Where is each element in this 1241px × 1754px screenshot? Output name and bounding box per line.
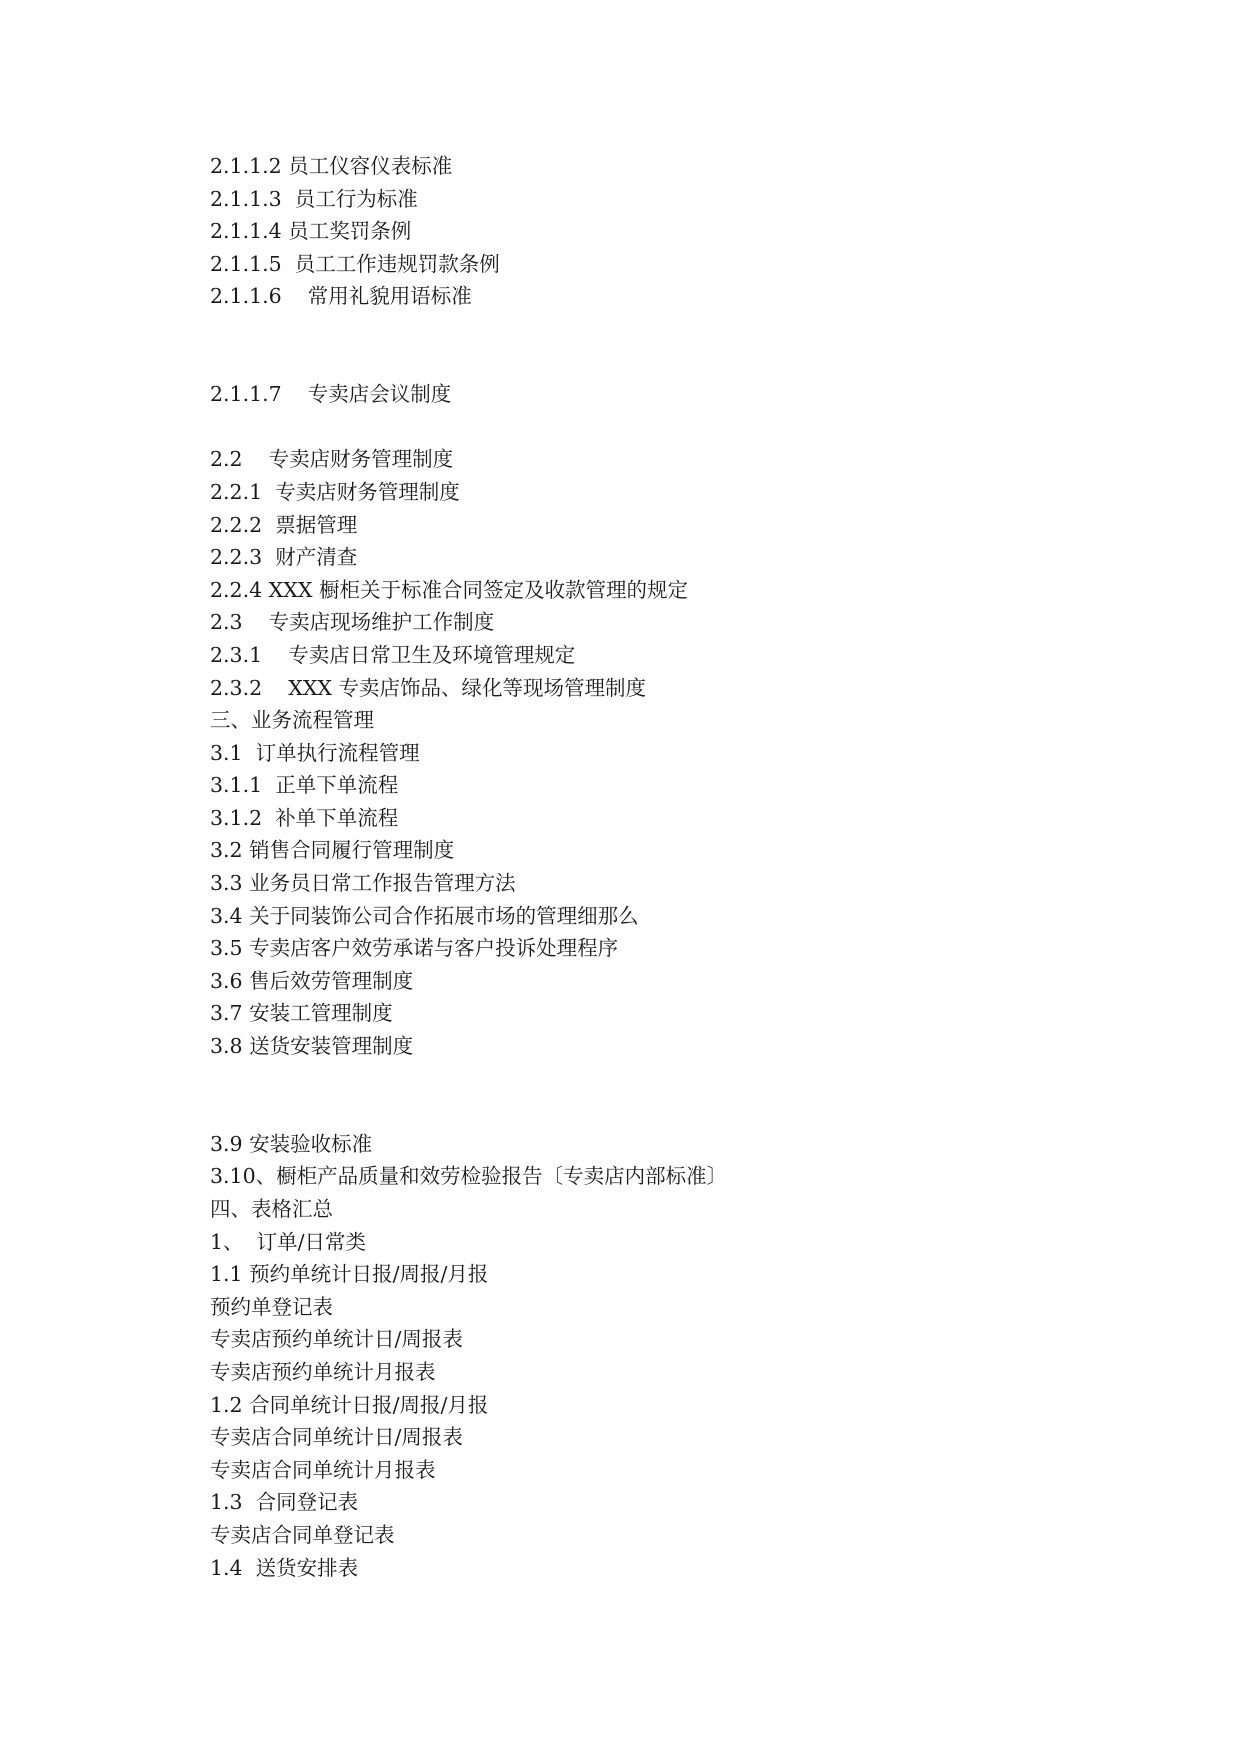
outline-line: 三、业务流程管理 — [210, 708, 374, 733]
outline-line: 专卖店合同单统计日/周报表 — [210, 1425, 463, 1450]
outline-line: 3.3 业务员日常工作报告管理方法 — [210, 871, 516, 896]
outline-line: 3.1.1 正单下单流程 — [210, 773, 399, 798]
outline-line: 1.4 送货安排表 — [210, 1555, 359, 1580]
outline-line: 1、 订单/日常类 — [210, 1229, 366, 1254]
outline-line: 2.2.2 票据管理 — [210, 512, 358, 537]
outline-group-finance-and-process — [210, 443, 1110, 1062]
outline-line: 预约单登记表 — [210, 1294, 333, 1319]
outline-line: 2.3.1 专卖店日常卫生及环境管理规定 — [210, 642, 576, 667]
outline-line: 2.3 专卖店现场维护工作制度 — [210, 610, 495, 635]
outline-line: 2.1.1.5 员工工作违规罚款条例 — [210, 251, 500, 276]
outline-line: 1.2 合同单统计日报/周报/月报 — [210, 1392, 489, 1417]
outline-line: 2.2 专卖店财务管理制度 — [210, 447, 454, 472]
outline-line: 专卖店预约单统计日/周报表 — [210, 1327, 463, 1352]
outline-line: 3.5 专卖店客户效劳承诺与客户投诉处理程序 — [210, 936, 619, 961]
outline-line: 3.6 售后效劳管理制度 — [210, 968, 414, 993]
document-body — [210, 150, 1110, 1584]
outline-line: 1.3 合同登记表 — [210, 1490, 359, 1515]
outline-line: 专卖店预约单统计月报表 — [210, 1359, 436, 1384]
outline-line: 3.8 送货安装管理制度 — [210, 1034, 414, 1059]
outline-group-staff-standards — [210, 150, 1110, 313]
outline-line: 2.2.4 XXX 橱柜关于标准合同签定及收款管理的规定 — [210, 577, 688, 602]
outline-line: 1.1 预约单统计日报/周报/月报 — [210, 1262, 489, 1287]
blank-gap — [210, 1063, 1110, 1128]
outline-line: 3.10、橱柜产品质量和效劳检验报告〔专卖店内部标准〕 — [210, 1164, 728, 1189]
outline-line: 3.1.2 补单下单流程 — [210, 805, 399, 830]
outline-line: 3.4 关于同装饰公司合作拓展市场的管理细那么 — [210, 903, 639, 928]
blank-gap — [210, 411, 1110, 444]
outline-line: 2.3.2 XXX 专卖店饰品、绿化等现场管理制度 — [210, 675, 647, 700]
outline-line-meeting-system: 2.1.1.7 专卖店会议制度 — [210, 382, 452, 407]
outline-line: 3.2 销售合同履行管理制度 — [210, 838, 455, 863]
blank-gap — [210, 313, 1110, 378]
outline-line: 3.1 订单执行流程管理 — [210, 740, 420, 765]
outline-line: 3.7 安装工管理制度 — [210, 1001, 393, 1026]
outline-line: 3.9 安装验收标准 — [210, 1131, 373, 1156]
outline-group-forms-summary — [210, 1128, 1110, 1584]
outline-line: 2.1.1.4 员工奖罚条例 — [210, 219, 412, 244]
outline-line: 四、表格汇总 — [210, 1197, 333, 1221]
outline-line: 专卖店合同单统计月报表 — [210, 1457, 436, 1482]
outline-line: 2.1.1.3 员工行为标准 — [210, 186, 418, 211]
outline-line: 专卖店合同单登记表 — [210, 1522, 395, 1547]
outline-line: 2.1.1.2 员工仪容仪表标准 — [210, 154, 453, 178]
outline-line: 2.2.3 财产清查 — [210, 545, 358, 570]
outline-line: 2.1.1.6 常用礼貌用语标准 — [210, 284, 472, 309]
outline-line: 2.2.1 专卖店财务管理制度 — [210, 479, 460, 504]
